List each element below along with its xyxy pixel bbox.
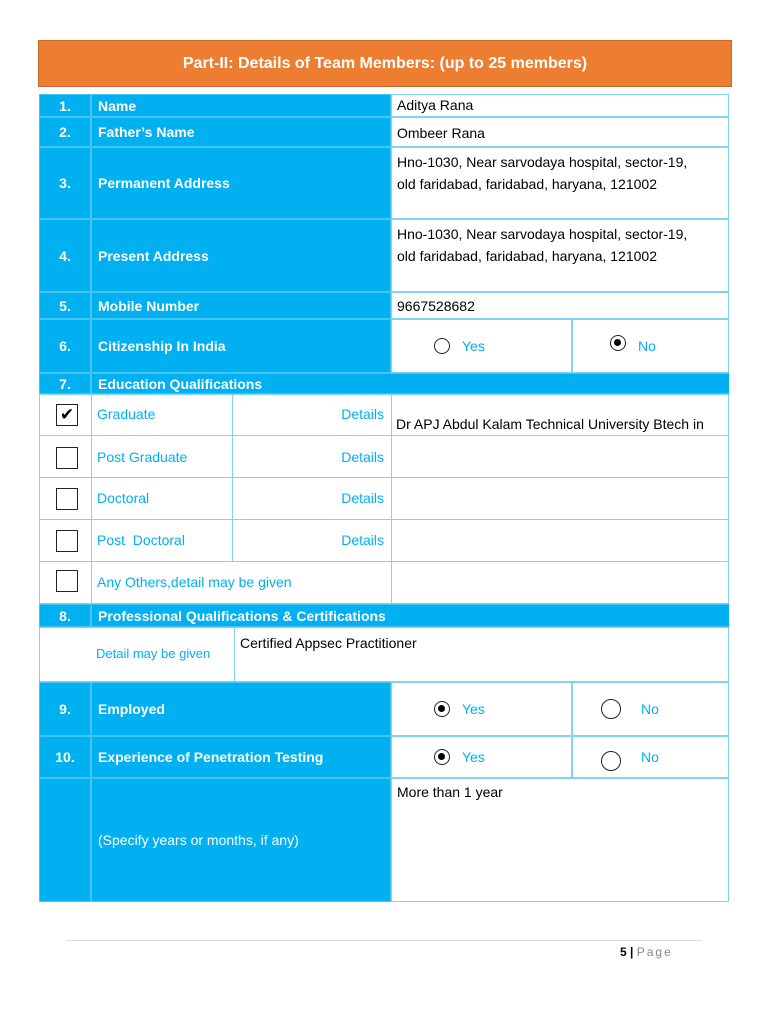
row-number: 3. — [39, 147, 91, 219]
details-label: Details — [341, 406, 384, 422]
radio-unselected-icon[interactable] — [434, 338, 450, 354]
name-field[interactable]: Aditya Rana — [391, 94, 729, 117]
page-number: 5 — [620, 945, 627, 959]
yes-label: Yes — [462, 701, 485, 717]
employed-no-option[interactable] — [572, 682, 729, 736]
detail-may-be-given-label: Detail may be given — [96, 646, 211, 661]
graduate-checkbox[interactable] — [56, 404, 78, 426]
address-line: old faridabad, faridabad, haryana, 121002 — [397, 176, 657, 192]
row-number: 1. — [39, 94, 91, 117]
post-graduate-label: Post Graduate — [97, 449, 188, 465]
row-number: 2. — [39, 117, 91, 147]
details-label: Details — [341, 532, 384, 548]
pentest-experience-label: Experience of Penetration Testing — [91, 736, 391, 778]
pentest-no-option[interactable] — [572, 736, 729, 778]
address-line: old faridabad, faridabad, haryana, 121002 — [397, 248, 657, 264]
post-graduate-checkbox[interactable] — [56, 447, 78, 469]
name-label: Name — [91, 94, 391, 117]
education-qualifications-label: Education Qualifications — [91, 373, 729, 394]
row-number: 7. — [39, 373, 91, 394]
page-word: Page — [636, 945, 673, 959]
row-number: 4. — [39, 219, 91, 292]
checkmark-icon: ✔ — [59, 405, 75, 424]
citizenship-yes-option[interactable] — [391, 319, 572, 373]
footer-divider — [66, 940, 702, 941]
section-header: Part-II: Details of Team Members: (up to 25 members) — [38, 40, 732, 87]
employed-yes-option[interactable] — [391, 682, 572, 736]
yes-label: Yes — [462, 749, 485, 765]
fathers-name-field[interactable]: Ombeer Rana — [391, 117, 729, 147]
radio-selected-icon[interactable] — [610, 335, 626, 351]
mobile-number-field[interactable]: 9667528682 — [391, 292, 729, 319]
permanent-address-field[interactable] — [391, 147, 729, 219]
radio-unselected-icon[interactable] — [601, 751, 621, 771]
professional-qualifications-label: Professional Qualifications & Certifications — [91, 604, 729, 627]
radio-selected-icon[interactable] — [434, 749, 450, 765]
page-footer — [620, 945, 673, 959]
yes-label: Yes — [462, 338, 485, 354]
post-doctoral-checkbox[interactable] — [56, 530, 78, 552]
details-label: Details — [341, 449, 384, 465]
others-label: Any Others,detail may be given — [97, 574, 292, 590]
address-line: Hno-1030, Near sarvodaya hospital, sector-19, — [397, 154, 688, 170]
doctoral-checkbox[interactable] — [56, 488, 78, 510]
address-line: Hno-1030, Near sarvodaya hospital, sector-19, — [397, 226, 688, 242]
no-label: No — [641, 701, 659, 717]
radio-selected-icon[interactable] — [434, 701, 450, 717]
graduate-details-field[interactable]: Dr APJ Abdul Kalam Technical University Btech in — [396, 416, 704, 432]
row-number: 9. — [39, 682, 91, 736]
row-number: 6. — [39, 319, 91, 373]
details-label: Details — [341, 490, 384, 506]
employed-label: Employed — [91, 682, 391, 736]
mobile-number-label: Mobile Number — [91, 292, 391, 319]
citizenship-label: Citizenship In India — [91, 319, 391, 373]
citizenship-no-option[interactable] — [572, 319, 729, 373]
fathers-name-label: Father’s Name — [91, 117, 391, 147]
post-doctoral-label: Post Doctoral — [97, 532, 185, 548]
no-label: No — [638, 338, 656, 354]
permanent-address-label: Permanent Address — [91, 147, 391, 219]
present-address-label: Present Address — [91, 219, 391, 292]
no-label: No — [641, 749, 659, 765]
row-number: 8. — [39, 604, 91, 627]
others-checkbox[interactable] — [56, 570, 78, 592]
row-number-blank — [39, 778, 91, 902]
row-number: 5. — [39, 292, 91, 319]
graduate-label: Graduate — [97, 406, 156, 422]
pentest-yes-option[interactable] — [391, 736, 572, 778]
present-address-field[interactable] — [391, 219, 729, 292]
page-separator: | — [626, 945, 637, 959]
duration-label: (Specify years or months, if any) — [98, 832, 299, 848]
radio-unselected-icon[interactable] — [601, 699, 621, 719]
professional-qualifications-field[interactable]: Certified Appsec Practitioner — [240, 635, 417, 651]
duration-field[interactable]: More than 1 year — [391, 778, 729, 902]
duration-label-cell — [91, 778, 391, 902]
row-number: 10. — [39, 736, 91, 778]
doctoral-label: Doctoral — [97, 490, 150, 506]
